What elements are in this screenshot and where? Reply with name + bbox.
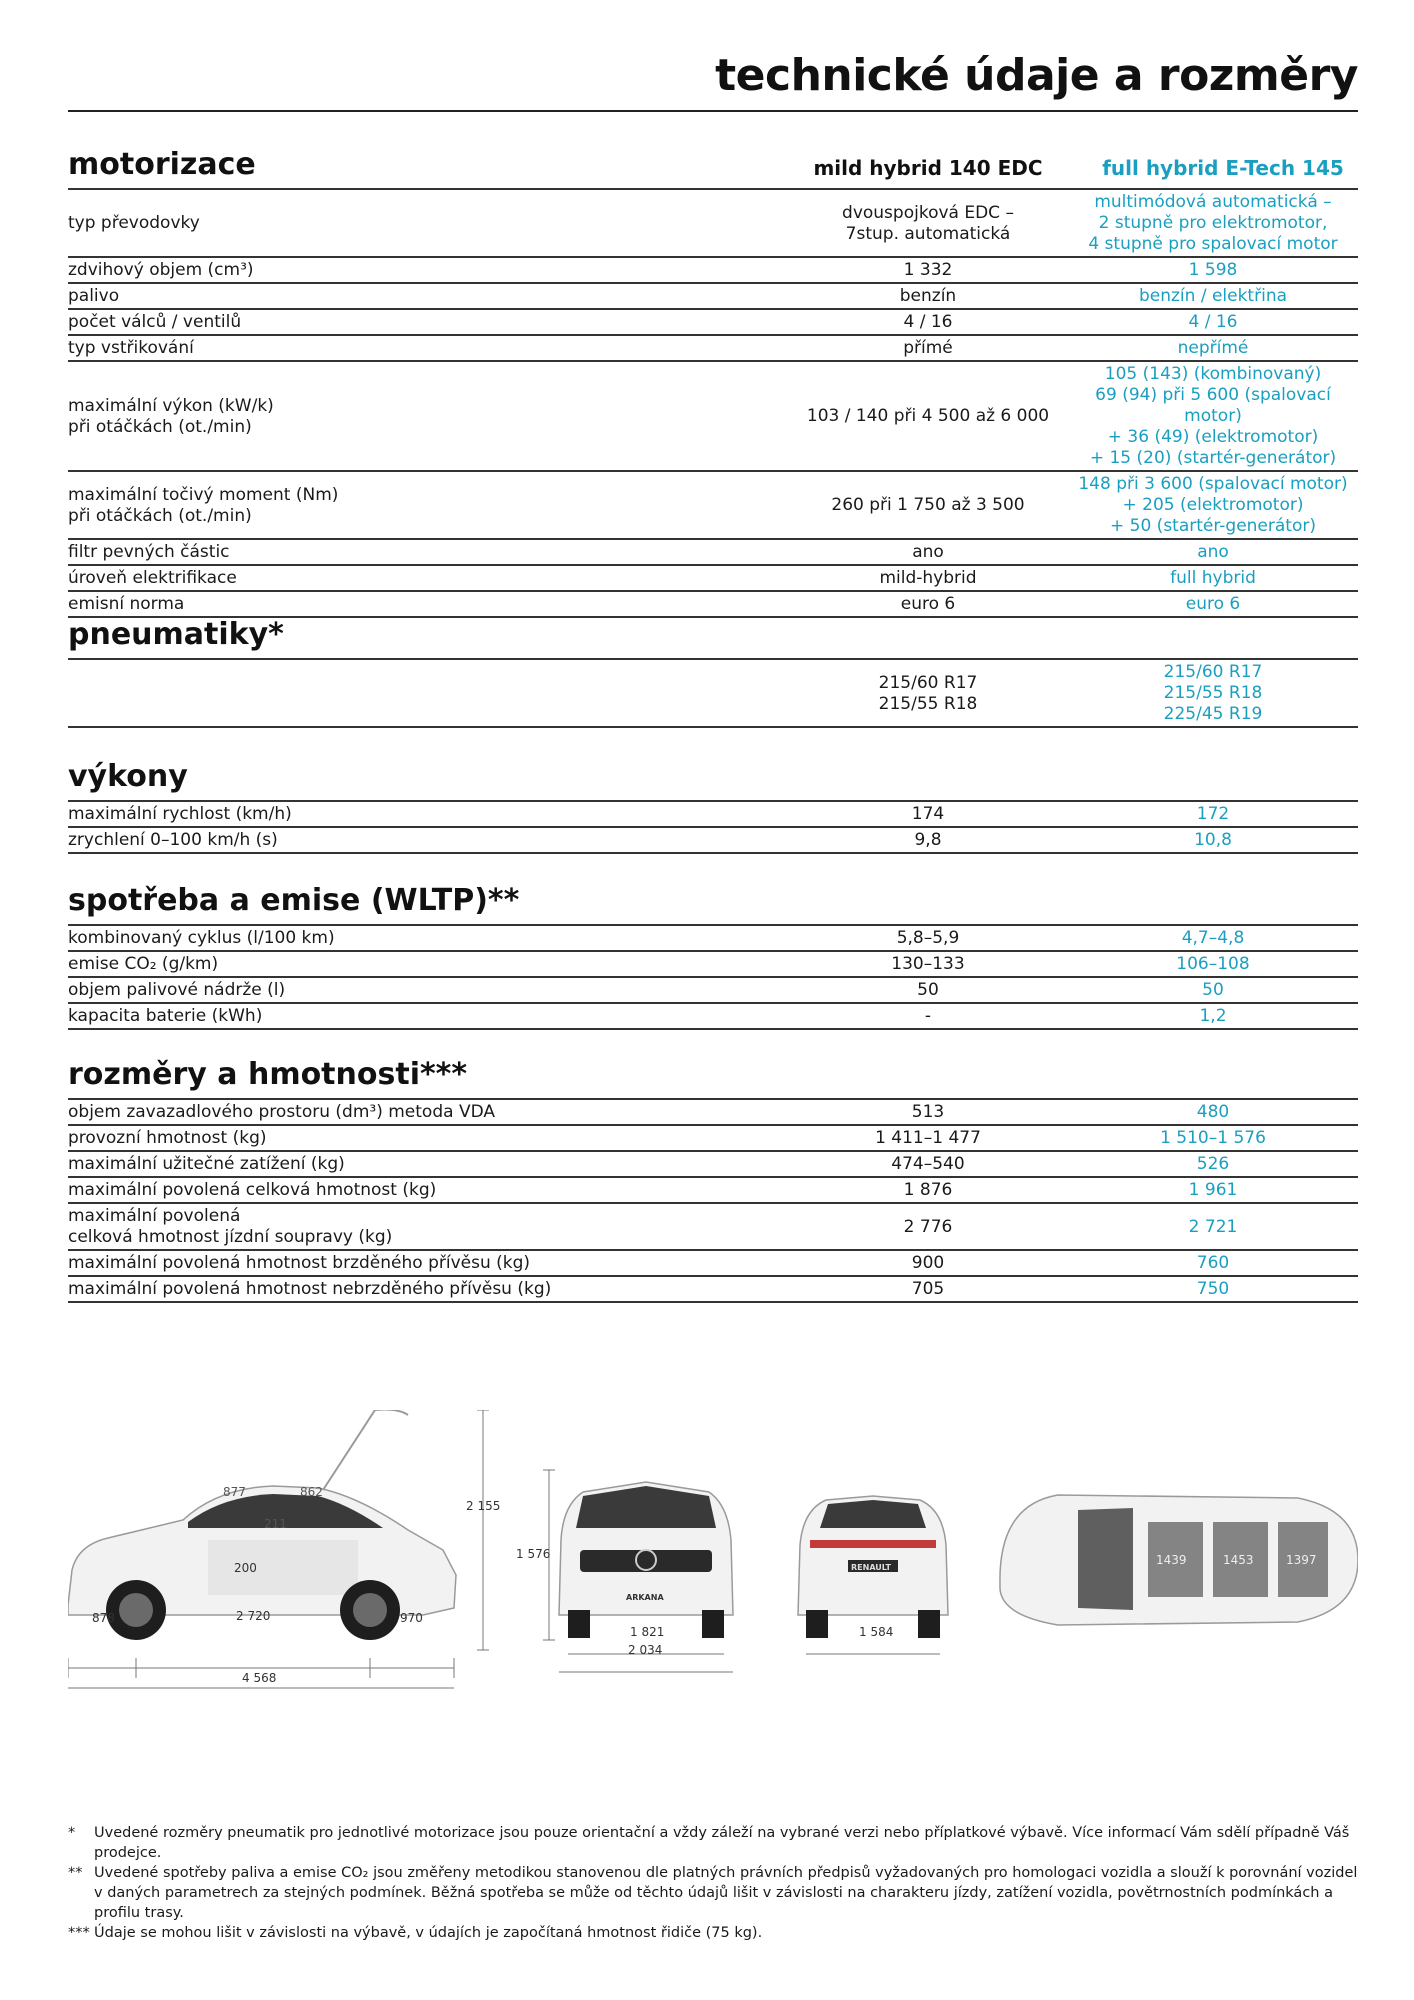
value-mild-hybrid <box>788 283 1068 309</box>
value-full-hybrid <box>1068 471 1358 539</box>
spec-label <box>68 1099 788 1125</box>
title-divider <box>68 110 1358 112</box>
cell-line: 526 <box>1196 1154 1230 1174</box>
cell-line: kapacita baterie (kWh) <box>68 1006 263 1026</box>
value-full-hybrid <box>1068 335 1358 361</box>
footnote-text: Údaje se mohou lišit v závislosti na výbavě, v údajích je započítaná hmotnost řidiče (75 kg). <box>94 1925 763 1941</box>
cell-line: maximální točivý moment (Nm) <box>68 484 339 505</box>
value-mild-hybrid <box>788 925 1068 951</box>
value-mild-hybrid <box>788 335 1068 361</box>
table-row <box>68 1203 1358 1250</box>
spec-label <box>68 1177 788 1203</box>
cell-line: maximální výkon (kW/k) <box>68 395 274 416</box>
cell-line: full hybrid <box>1170 568 1256 588</box>
cell-line: 4,7–4,8 <box>1181 928 1245 948</box>
spec-label <box>68 189 788 257</box>
cell-line: benzín / elektřina <box>1138 286 1288 306</box>
value-mild-hybrid <box>788 659 1068 727</box>
value-full-hybrid <box>1068 189 1358 257</box>
column-header-full-hybrid: full hybrid E-Tech 145 <box>1102 156 1344 180</box>
cell-line: při otáčkách (ot./min) <box>68 416 252 437</box>
value-mild-hybrid <box>788 1203 1068 1250</box>
cell-line: 705 <box>911 1279 945 1299</box>
cell-line: objem zavazadlového prostoru (dm³) metoda VDA <box>68 1102 495 1122</box>
footnote <box>68 1823 1358 1863</box>
cell-line: 69 (94) při 5 600 (spalovací motor) <box>1095 385 1331 426</box>
value-full-hybrid <box>1068 1276 1358 1302</box>
value-full-hybrid <box>1068 1003 1358 1029</box>
section-vykony <box>68 756 1358 854</box>
footnote-mark: * <box>68 1825 76 1841</box>
value-full-hybrid <box>1068 977 1358 1003</box>
spec-table <box>68 800 1358 854</box>
cell-line: 9,8 <box>914 830 942 850</box>
cell-line: 1 510–1 576 <box>1160 1128 1266 1148</box>
cell-line: 130–133 <box>891 954 965 974</box>
spec-label <box>68 335 788 361</box>
cell-line: maximální povolená <box>68 1206 241 1226</box>
section-title: rozměry a hmotnosti*** <box>68 1057 468 1092</box>
value-mild-hybrid <box>788 951 1068 977</box>
value-mild-hybrid <box>788 1099 1068 1125</box>
cell-line: ano <box>912 542 944 562</box>
value-full-hybrid <box>1068 1099 1358 1125</box>
cell-line: ano <box>1197 542 1229 562</box>
table-row <box>68 977 1358 1003</box>
section-pneumatiky <box>68 614 1358 728</box>
table-row <box>68 1099 1358 1125</box>
front-view-car <box>516 1470 733 1672</box>
cell-line: celková hmotnost jízdní soupravy (kg) <box>68 1227 393 1247</box>
value-mild-hybrid <box>788 1276 1068 1302</box>
spec-label <box>68 1250 788 1276</box>
value-full-hybrid <box>1068 361 1358 471</box>
dim-label: 2 720 <box>236 1609 271 1623</box>
dim-label: 877 <box>223 1485 246 1499</box>
dim-label: 1439 <box>1156 1553 1187 1567</box>
value-full-hybrid <box>1068 257 1358 283</box>
dim-label: 970 <box>400 1611 423 1625</box>
footnote-mark: *** <box>68 1925 90 1941</box>
dim-label: 2 034 <box>628 1643 663 1657</box>
cell-line: dvouspojková EDC – <box>842 202 1014 223</box>
cell-line: 480 <box>1196 1102 1230 1122</box>
value-full-hybrid <box>1068 539 1358 565</box>
spec-label <box>68 1203 788 1250</box>
cell-line: objem palivové nádrže (l) <box>68 980 286 1000</box>
value-full-hybrid <box>1068 801 1358 827</box>
column-header-mild-hybrid: mild hybrid 140 EDC <box>813 156 1043 180</box>
table-row <box>68 189 1358 257</box>
cell-line <box>68 683 788 704</box>
cell-line: + 205 (elektromotor) <box>1122 495 1304 515</box>
cell-line: 2 721 <box>1188 1216 1238 1237</box>
section-motorizace <box>68 144 1358 618</box>
cell-line: 1,2 <box>1199 1006 1227 1026</box>
table-row <box>68 335 1358 361</box>
cell-line: 105 (143) (kombinovaný) <box>1104 364 1322 384</box>
spec-table <box>68 1098 1358 1303</box>
value-full-hybrid <box>1068 925 1358 951</box>
spec-label <box>68 659 788 727</box>
spec-label <box>68 1151 788 1177</box>
cell-line: mild-hybrid <box>879 568 977 588</box>
value-full-hybrid <box>1068 1203 1358 1250</box>
value-full-hybrid <box>1068 951 1358 977</box>
cell-line: 106–108 <box>1176 954 1250 974</box>
cell-line: 2 stupně pro elektromotor, <box>1098 213 1328 233</box>
spec-label <box>68 951 788 977</box>
cell-line: počet válců / ventilů <box>68 312 242 332</box>
table-row <box>68 1125 1358 1151</box>
cell-line: 215/60 R17 <box>878 672 978 693</box>
table-row <box>68 1151 1358 1177</box>
cell-line: multimódová automatická – <box>1094 192 1332 212</box>
value-mild-hybrid <box>788 1250 1068 1276</box>
cell-line: zrychlení 0–100 km/h (s) <box>68 830 278 850</box>
spec-label <box>68 1276 788 1302</box>
spec-table <box>68 924 1358 1030</box>
badge-text: ARKANA <box>626 1593 664 1602</box>
cell-line: 4 stupně pro spalovací motor <box>1088 234 1338 254</box>
section-rozmery <box>68 1054 1358 1303</box>
table-row <box>68 471 1358 539</box>
cell-line: 50 <box>1202 980 1224 1000</box>
cell-line: euro 6 <box>1185 594 1241 614</box>
cell-line: 225/45 R19 <box>1163 704 1263 724</box>
dim-label: 878 <box>92 1611 115 1625</box>
spec-label <box>68 801 788 827</box>
value-mild-hybrid <box>788 1003 1068 1029</box>
value-mild-hybrid <box>788 257 1068 283</box>
value-mild-hybrid <box>788 471 1068 539</box>
value-full-hybrid <box>1068 1125 1358 1151</box>
spec-label <box>68 1125 788 1151</box>
table-row <box>68 801 1358 827</box>
section-title: spotřeba a emise (WLTP)** <box>68 883 520 918</box>
cell-line: 1 332 <box>903 260 953 280</box>
table-row <box>68 1276 1358 1302</box>
cell-line: palivo <box>68 286 120 306</box>
top-view-car <box>1000 1495 1358 1625</box>
spec-label <box>68 539 788 565</box>
cell-line: 174 <box>911 804 945 824</box>
spec-label <box>68 283 788 309</box>
value-full-hybrid <box>1068 659 1358 727</box>
table-row <box>68 539 1358 565</box>
table-row <box>68 361 1358 471</box>
cell-line: 215/55 R18 <box>878 693 978 714</box>
cell-line: + 50 (startér-generátor) <box>1110 516 1316 536</box>
dimension-diagrams <box>68 1410 1358 1690</box>
side-view-car <box>68 1410 500 1688</box>
cell-line: provozní hmotnost (kg) <box>68 1128 267 1148</box>
cell-line: maximální povolená hmotnost brzděného přívěsu (kg) <box>68 1253 531 1273</box>
table-row <box>68 309 1358 335</box>
dim-label: 4 568 <box>242 1671 277 1685</box>
cell-line: maximální povolená celková hmotnost (kg) <box>68 1180 437 1200</box>
cell-line: 260 při 1 750 až 3 500 <box>831 495 1025 515</box>
cell-line: 103 / 140 při 4 500 až 6 000 <box>806 406 1050 426</box>
cell-line: 10,8 <box>1194 830 1232 850</box>
cell-line: 900 <box>911 1253 945 1273</box>
cell-line: filtr pevných částic <box>68 542 230 562</box>
cell-line: + 15 (20) (startér-generátor) <box>1089 448 1337 468</box>
cell-line: + 36 (49) (elektromotor) <box>1107 427 1319 447</box>
dim-label: 200 <box>234 1561 257 1575</box>
section-title: výkony <box>68 759 188 794</box>
cell-line: 1 961 <box>1188 1180 1238 1200</box>
cell-line: 215/55 R18 <box>1163 683 1263 703</box>
cell-line: 1 876 <box>903 1180 953 1200</box>
section-spotreba <box>68 880 1358 1030</box>
table-row <box>68 283 1358 309</box>
dim-label: 1 821 <box>630 1625 665 1639</box>
spec-label <box>68 471 788 539</box>
cell-line: emise CO₂ (g/km) <box>68 954 219 974</box>
section-title: pneumatiky* <box>68 617 284 652</box>
cell-line: přímé <box>903 338 953 358</box>
value-mild-hybrid <box>788 977 1068 1003</box>
value-full-hybrid <box>1068 827 1358 853</box>
table-row <box>68 925 1358 951</box>
cell-line: typ převodovky <box>68 213 200 233</box>
spec-label <box>68 565 788 591</box>
cell-line: zdvihový objem (cm³) <box>68 260 254 280</box>
section-title: motorizace <box>68 147 256 182</box>
footnote-mark: ** <box>68 1865 83 1881</box>
value-mild-hybrid <box>788 1151 1068 1177</box>
table-row <box>68 1177 1358 1203</box>
cell-line: 172 <box>1196 804 1230 824</box>
cell-line: 750 <box>1196 1279 1230 1299</box>
table-row <box>68 257 1358 283</box>
spec-label <box>68 257 788 283</box>
dim-label: 862 <box>300 1485 323 1499</box>
spec-label <box>68 309 788 335</box>
value-mild-hybrid <box>788 309 1068 335</box>
value-mild-hybrid <box>788 565 1068 591</box>
cell-line: 50 <box>917 980 939 1000</box>
spec-label <box>68 1003 788 1029</box>
dim-label: 1397 <box>1286 1553 1317 1567</box>
cell-line: euro 6 <box>900 594 956 614</box>
value-mild-hybrid <box>788 1177 1068 1203</box>
dim-label: 1 584 <box>859 1625 894 1639</box>
cell-line: 1 411–1 477 <box>875 1128 981 1148</box>
cell-line: při otáčkách (ot./min) <box>68 505 252 526</box>
car-dimension-drawings <box>68 1410 1358 1690</box>
table-row <box>68 951 1358 977</box>
table-row <box>68 827 1358 853</box>
footnote <box>68 1923 1358 1943</box>
rear-view-car <box>798 1496 948 1654</box>
cell-line: 474–540 <box>891 1154 965 1174</box>
table-row <box>68 659 1358 727</box>
value-mild-hybrid <box>788 827 1068 853</box>
spec-table <box>68 658 1358 728</box>
cell-line: emisní norma <box>68 594 185 614</box>
value-full-hybrid <box>1068 1250 1358 1276</box>
value-mild-hybrid <box>788 189 1068 257</box>
cell-line: 1 598 <box>1188 260 1238 280</box>
badge-text: RENAULT <box>851 1563 891 1572</box>
value-full-hybrid <box>1068 1151 1358 1177</box>
footnote-text: Uvedené rozměry pneumatik pro jednotlivé motorizace jsou pouze orientační a vždy záleží na vybrané verzi nebo příplatkové výbavě. Více informací Vám sdělí případně Váš prodejce. <box>94 1825 1350 1861</box>
table-row <box>68 1250 1358 1276</box>
spec-label <box>68 361 788 471</box>
dim-label: 2 155 <box>466 1499 501 1513</box>
value-mild-hybrid <box>788 1125 1068 1151</box>
spec-label <box>68 925 788 951</box>
cell-line: 4 / 16 <box>1188 312 1238 332</box>
cell-line: úroveň elektrifikace <box>68 568 237 588</box>
footnote <box>68 1863 1358 1923</box>
value-mild-hybrid <box>788 801 1068 827</box>
cell-line: maximální užitečné zatížení (kg) <box>68 1154 345 1174</box>
table-row <box>68 565 1358 591</box>
cell-line: benzín <box>899 286 957 306</box>
cell-line: maximální rychlost (km/h) <box>68 804 292 824</box>
spec-label <box>68 977 788 1003</box>
cell-line: 513 <box>911 1102 945 1122</box>
value-full-hybrid <box>1068 565 1358 591</box>
value-mild-hybrid <box>788 361 1068 471</box>
footnote-text: Uvedené spotřeby paliva a emise CO₂ jsou změřeny metodikou stanovenou dle platných právních předpisů vyžadovaných pro homologaci vozidla a slouží k porovnání vozidel v daných parametrech za stejných podmínek. Běžná spotřeba se může od těchto údajů lišit v závislosti na charakteru jízdy, zatížení vozidla, povětrnostních podmínkách a profilu trasy. <box>94 1865 1358 1921</box>
dim-label: 211 <box>264 1517 287 1531</box>
cell-line: 7stup. automatická <box>845 223 1011 244</box>
footnotes <box>68 1823 1358 1943</box>
value-full-hybrid <box>1068 283 1358 309</box>
cell-line: kombinovaný cyklus (l/100 km) <box>68 928 335 948</box>
cell-line: - <box>924 1006 932 1026</box>
table-row <box>68 1003 1358 1029</box>
cell-line: 5,8–5,9 <box>896 928 960 948</box>
value-full-hybrid <box>1068 309 1358 335</box>
cell-line: 148 při 3 600 (spalovací motor) <box>1078 474 1348 494</box>
spec-label <box>68 827 788 853</box>
cell-line: 2 776 <box>903 1216 953 1237</box>
cell-line: 215/60 R17 <box>1163 662 1263 682</box>
dim-label: 1 576 <box>516 1547 551 1561</box>
value-full-hybrid <box>1068 1177 1358 1203</box>
cell-line: maximální povolená hmotnost nebrzděného přívěsu (kg) <box>68 1279 552 1299</box>
cell-line: nepřímé <box>1177 338 1249 358</box>
value-mild-hybrid <box>788 539 1068 565</box>
page-title: technické údaje a rozměry <box>715 50 1358 101</box>
cell-line: 4 / 16 <box>903 312 953 332</box>
dim-label: 1453 <box>1223 1553 1254 1567</box>
cell-line: typ vstřikování <box>68 338 194 358</box>
spec-table <box>68 188 1358 618</box>
cell-line: 760 <box>1196 1253 1230 1273</box>
